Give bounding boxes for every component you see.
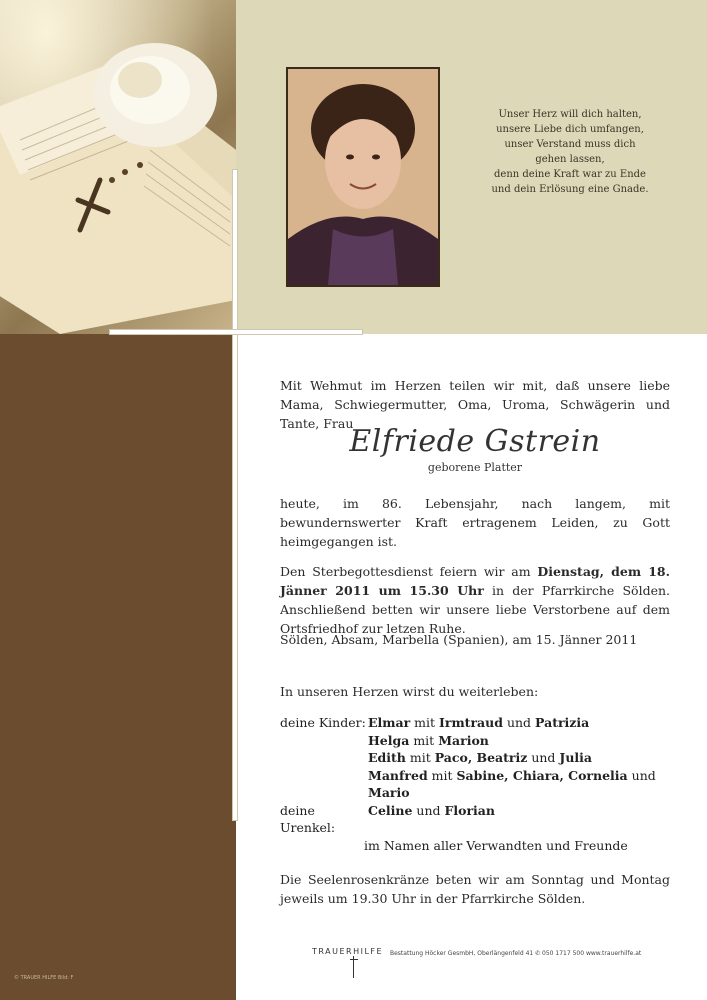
rosary-text: Die Seelenrosenkränze beten wir am Sonntag und Montag jeweils um 19.30 Uhr in der Pfarrkirche Sölden. [280, 872, 670, 906]
cross-horizontal-beam [110, 330, 362, 334]
poem-line: denn deine Kraft war zu Ende [494, 169, 646, 180]
copyright-note: © TRAUER HILFE Bild: F [14, 975, 74, 981]
portrait-photo [286, 67, 440, 287]
intro-text: Mit Wehmut im Herzen teilen wir mit, daß unsere liebe Mama, Schwiegermutter, Oma, Uroma, Schwägerin und Tante, Frau [280, 378, 670, 431]
family-row [280, 837, 680, 855]
family-row [280, 767, 680, 802]
memory-line: In unseren Herzen wirst du weiterleben: [280, 684, 539, 699]
birth-name: geborene Platter [427, 461, 523, 474]
decorative-photo-bible-rose [0, 0, 236, 334]
brown-side-panel [0, 334, 236, 1000]
trauerhilfe-logo: TRAUERHILFE [312, 947, 384, 956]
family-row [280, 714, 680, 732]
family-row [280, 802, 680, 837]
bible-rose-illustration [0, 0, 236, 334]
service-text [280, 562, 670, 638]
service-date: Dienstag, dem 18. Jänner 2011 um 15.30 Uhr [280, 564, 670, 598]
footer [312, 947, 702, 977]
family-list [280, 714, 680, 854]
poem [470, 107, 670, 197]
funeral-home-info: Bestattung Höcker GesmbH, Oberlängenfeld 41 ✆ 050 1717 500 www.trauerhilfe.at [390, 950, 642, 957]
child-entry: Manfred mit Sabine, Chiara, Cornelia und Mario [368, 767, 656, 800]
poem-line: und dein Erlösung eine Gnade. [491, 184, 649, 195]
children-label: deine Kinder: [280, 715, 366, 730]
poem-line: gehen lassen, [535, 154, 605, 165]
family-row [280, 749, 680, 767]
poem-line: Unser Herz will dich halten, [498, 109, 642, 120]
relatives-line: im Namen aller Verwandten und Freunde [364, 837, 628, 853]
portrait-illustration [288, 69, 438, 285]
cross-icon [350, 956, 358, 978]
service-text-end: in der Pfarrkirche Sölden. Anschließend betten wir unsere liebe Verstorbene auf dem Ortsfriedhof zur letzen Ruhe. [280, 583, 670, 636]
passing-text: heute, im 86. Lebensjahr, nach langem, mit bewundernswerter Kraft ertragenem Leiden, zu Gott heimgegangen ist. [280, 496, 670, 549]
family-row [280, 732, 680, 750]
great-grandchildren-label: deine Urenkel: [280, 802, 336, 835]
child-entry: Edith mit Paco, Beatriz und Julia [368, 750, 593, 765]
child-entry: Helga mit Marion [368, 732, 489, 748]
poem-line: unser Verstand muss dich [504, 139, 636, 150]
grandchild-entry: Celine und Florian [368, 802, 495, 818]
service-text-start: Den Sterbegottesdienst feiern wir am [280, 564, 531, 579]
poem-line: unsere Liebe dich umfangen, [496, 124, 644, 135]
cross-vertical-beam [233, 170, 237, 820]
deceased-name: Elfriede Gstrein [349, 424, 601, 459]
place-date: Sölden, Absam, Marbella (Spanien), am 15. Jänner 2011 [280, 632, 638, 647]
child-entry: Elmar mit Irmtraud und Patrizia [368, 715, 590, 730]
